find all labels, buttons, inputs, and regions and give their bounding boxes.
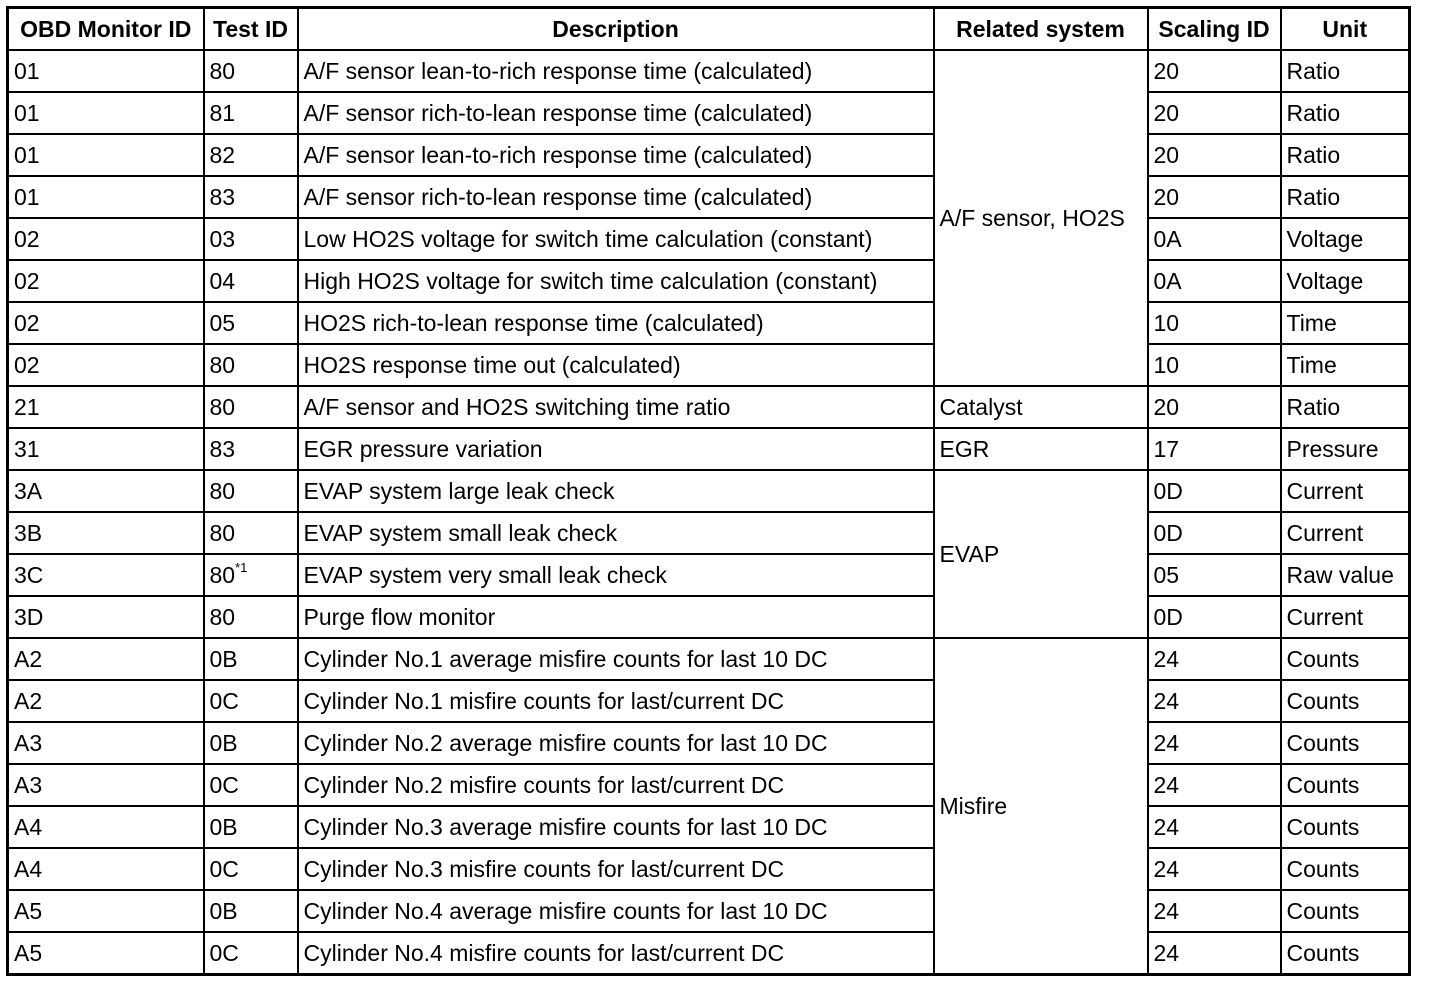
cell-scaling-id: 24 [1148,806,1281,848]
cell-test-id [204,890,298,932]
cell-scaling-id: 24 [1148,848,1281,890]
test-id-value: 0C [209,772,239,798]
cell-description: A/F sensor rich-to-lean response time (calculated) [298,92,934,134]
cell-description: A/F sensor rich-to-lean response time (calculated) [298,176,934,218]
cell-test-id [204,638,298,680]
cell-test-id [204,92,298,134]
test-id-value: 82 [209,142,236,168]
cell-unit: Counts [1281,764,1410,806]
cell-scaling-id: 17 [1148,428,1281,470]
table-row [8,848,1410,890]
header-related-system: Related system [934,8,1148,51]
cell-description: Cylinder No.2 misfire counts for last/current DC [298,764,934,806]
cell-scaling-id: 24 [1148,932,1281,975]
cell-description: Cylinder No.4 average misfire counts for last 10 DC [298,890,934,932]
cell-description: Low HO2S voltage for switch time calculation (constant) [298,218,934,260]
cell-description: EVAP system large leak check [298,470,934,512]
cell-monitor-id: A3 [8,764,204,806]
cell-description: A/F sensor lean-to-rich response time (calculated) [298,134,934,176]
cell-related-system: A/F sensor, HO2S [934,50,1148,386]
cell-unit: Ratio [1281,386,1410,428]
test-id-value: 0B [209,646,238,672]
cell-monitor-id: 31 [8,428,204,470]
header-description: Description [298,8,934,51]
cell-monitor-id: A2 [8,680,204,722]
cell-unit: Ratio [1281,92,1410,134]
table-body [8,50,1410,975]
cell-description: EGR pressure variation [298,428,934,470]
test-id-value: 03 [209,226,236,252]
cell-monitor-id: 01 [8,134,204,176]
cell-monitor-id: 3C [8,554,204,596]
cell-monitor-id: A3 [8,722,204,764]
cell-scaling-id: 20 [1148,134,1281,176]
cell-test-id [204,428,298,470]
cell-test-id [204,848,298,890]
cell-description: Cylinder No.3 average misfire counts for last 10 DC [298,806,934,848]
cell-unit: Counts [1281,890,1410,932]
cell-scaling-id: 24 [1148,764,1281,806]
cell-unit: Ratio [1281,134,1410,176]
cell-unit: Counts [1281,806,1410,848]
cell-unit: Current [1281,596,1410,638]
cell-scaling-id: 10 [1148,344,1281,386]
test-id-value: 0C [209,856,239,882]
cell-test-id [204,134,298,176]
cell-scaling-id: 24 [1148,890,1281,932]
cell-unit: Time [1281,302,1410,344]
test-id-value: 83 [209,436,236,462]
test-id-value: 80 [209,394,236,420]
cell-scaling-id: 0A [1148,218,1281,260]
table-row [8,50,1410,92]
test-id-value: 0C [209,688,239,714]
cell-monitor-id: 3B [8,512,204,554]
cell-scaling-id: 05 [1148,554,1281,596]
cell-monitor-id: 01 [8,50,204,92]
cell-scaling-id: 20 [1148,176,1281,218]
cell-test-id [204,554,298,596]
table-row [8,638,1410,680]
table-row [8,218,1410,260]
cell-test-id [204,932,298,975]
table-row [8,932,1410,975]
cell-test-id [204,596,298,638]
header-test-id: Test ID [204,8,298,51]
cell-monitor-id: A4 [8,848,204,890]
cell-unit: Voltage [1281,260,1410,302]
cell-monitor-id: 02 [8,260,204,302]
table-row [8,680,1410,722]
cell-scaling-id: 0A [1148,260,1281,302]
cell-scaling-id: 20 [1148,386,1281,428]
cell-unit: Time [1281,344,1410,386]
cell-monitor-id: 21 [8,386,204,428]
cell-scaling-id: 0D [1148,512,1281,554]
cell-scaling-id: 20 [1148,50,1281,92]
cell-scaling-id: 24 [1148,680,1281,722]
cell-description: Cylinder No.4 misfire counts for last/current DC [298,932,934,975]
cell-unit: Pressure [1281,428,1410,470]
table-row [8,764,1410,806]
test-id-value: 81 [209,100,236,126]
cell-description: Cylinder No.1 average misfire counts for last 10 DC [298,638,934,680]
cell-related-system: Misfire [934,638,1148,975]
cell-monitor-id: 3D [8,596,204,638]
cell-unit: Counts [1281,848,1410,890]
cell-monitor-id: 02 [8,344,204,386]
test-id-value: 83 [209,184,236,210]
cell-test-id [204,344,298,386]
cell-description: EVAP system very small leak check [298,554,934,596]
cell-description: Cylinder No.2 average misfire counts for last 10 DC [298,722,934,764]
cell-test-id [204,722,298,764]
table-row [8,722,1410,764]
test-id-value: 0C [209,940,239,966]
cell-test-id [204,470,298,512]
test-id-value: 0B [209,898,238,924]
table-row [8,554,1410,596]
header-row [8,8,1410,51]
header-scaling-id: Scaling ID [1148,8,1281,51]
cell-test-id [204,260,298,302]
table-row [8,92,1410,134]
cell-unit: Ratio [1281,50,1410,92]
cell-unit: Current [1281,512,1410,554]
obd-monitor-table [6,6,1411,976]
cell-test-id [204,512,298,554]
cell-monitor-id: 02 [8,218,204,260]
cell-description: Purge flow monitor [298,596,934,638]
cell-unit: Counts [1281,932,1410,975]
footnote-marker: *1 [235,560,248,576]
cell-description: HO2S response time out (calculated) [298,344,934,386]
table-row [8,890,1410,932]
test-id-value: 80 [209,478,236,504]
cell-monitor-id: A5 [8,932,204,975]
cell-scaling-id: 0D [1148,596,1281,638]
cell-unit: Ratio [1281,176,1410,218]
cell-scaling-id: 24 [1148,638,1281,680]
table-row [8,470,1410,512]
cell-monitor-id: 02 [8,302,204,344]
test-id-value: 80 [209,58,236,84]
cell-monitor-id: 3A [8,470,204,512]
test-id-value: 80 [209,562,236,588]
cell-scaling-id: 20 [1148,92,1281,134]
test-id-value: 04 [209,268,236,294]
table-row [8,386,1410,428]
cell-scaling-id: 24 [1148,722,1281,764]
cell-description: A/F sensor lean-to-rich response time (calculated) [298,50,934,92]
cell-unit: Raw value [1281,554,1410,596]
cell-test-id [204,386,298,428]
cell-scaling-id: 0D [1148,470,1281,512]
table-row [8,260,1410,302]
cell-unit: Voltage [1281,218,1410,260]
table-row [8,344,1410,386]
cell-test-id [204,806,298,848]
test-id-value: 0B [209,814,238,840]
cell-test-id [204,176,298,218]
cell-scaling-id: 10 [1148,302,1281,344]
cell-test-id [204,680,298,722]
cell-description: Cylinder No.1 misfire counts for last/current DC [298,680,934,722]
cell-monitor-id: A2 [8,638,204,680]
cell-related-system: Catalyst [934,386,1148,428]
cell-monitor-id: 01 [8,176,204,218]
table-row [8,596,1410,638]
table-row [8,512,1410,554]
table-row [8,176,1410,218]
test-id-value: 0B [209,730,238,756]
cell-unit: Current [1281,470,1410,512]
cell-unit: Counts [1281,638,1410,680]
cell-description: A/F sensor and HO2S switching time ratio [298,386,934,428]
cell-description: High HO2S voltage for switch time calculation (constant) [298,260,934,302]
cell-related-system: EVAP [934,470,1148,638]
test-id-value: 05 [209,310,236,336]
cell-test-id [204,218,298,260]
header-unit: Unit [1281,8,1410,51]
test-id-value: 80 [209,604,236,630]
cell-description: HO2S rich-to-lean response time (calculated) [298,302,934,344]
cell-description: Cylinder No.3 misfire counts for last/current DC [298,848,934,890]
cell-test-id [204,764,298,806]
cell-description: EVAP system small leak check [298,512,934,554]
table-row [8,428,1410,470]
table-row [8,302,1410,344]
cell-related-system: EGR [934,428,1148,470]
test-id-value: 80 [209,520,236,546]
cell-unit: Counts [1281,680,1410,722]
table-row [8,806,1410,848]
cell-test-id [204,50,298,92]
cell-monitor-id: A5 [8,890,204,932]
cell-test-id [204,302,298,344]
cell-unit: Counts [1281,722,1410,764]
header-monitor-id: OBD Monitor ID [8,8,204,51]
cell-monitor-id: 01 [8,92,204,134]
cell-monitor-id: A4 [8,806,204,848]
test-id-value: 80 [209,352,236,378]
table-row [8,134,1410,176]
